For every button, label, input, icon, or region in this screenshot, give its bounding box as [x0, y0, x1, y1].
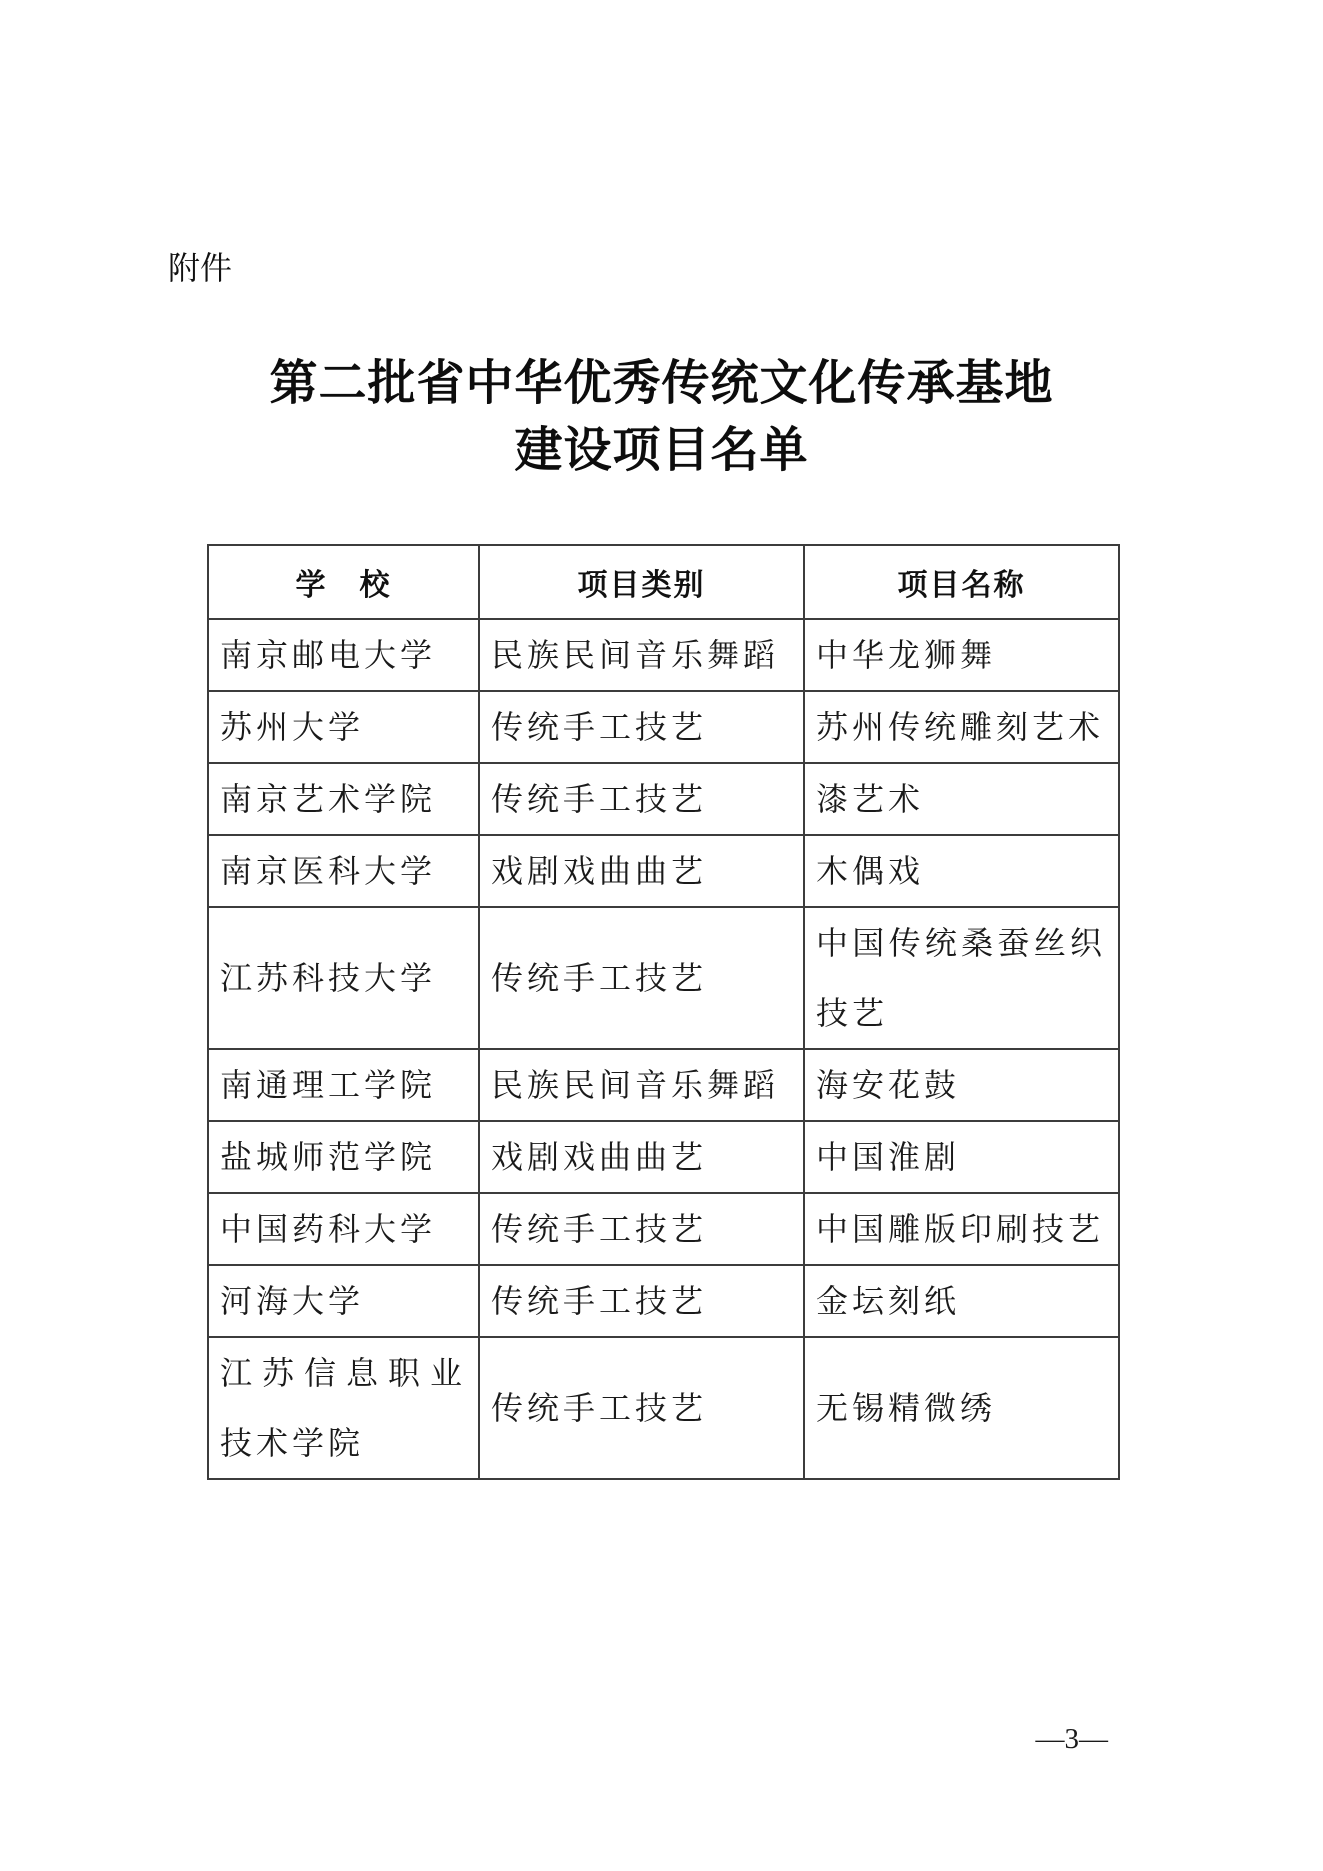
- cell-school: 苏州大学: [208, 691, 479, 763]
- document-title: [0, 350, 1323, 484]
- cell-project: 木偶戏: [804, 835, 1119, 907]
- cell-project: 海安花鼓: [804, 1049, 1119, 1121]
- table-row: [208, 1265, 1119, 1337]
- table-row: [208, 1193, 1119, 1265]
- cell-category: 传统手工技艺: [479, 1193, 804, 1265]
- cell-school: 中国药科大学: [208, 1193, 479, 1265]
- cell-project: 中国雕版印刷技艺: [804, 1193, 1119, 1265]
- cell-project: 无锡精微绣: [804, 1337, 1119, 1479]
- cell-school: 江苏信息职业技术学院: [208, 1337, 479, 1479]
- cell-category: 民族民间音乐舞蹈: [479, 1049, 804, 1121]
- table-header-row: [208, 545, 1119, 619]
- cell-school: 盐城师范学院: [208, 1121, 479, 1193]
- cell-project: 漆艺术: [804, 763, 1119, 835]
- cell-category: 传统手工技艺: [479, 1265, 804, 1337]
- cell-school: 河海大学: [208, 1265, 479, 1337]
- document-title-line2: 建设项目名单: [514, 424, 809, 477]
- cell-category: 传统手工技艺: [479, 763, 804, 835]
- table-row: [208, 1121, 1119, 1193]
- header-school: 学 校: [208, 545, 479, 619]
- cell-category: 戏剧戏曲曲艺: [479, 1121, 804, 1193]
- table-row: [208, 691, 1119, 763]
- cell-category: 传统手工技艺: [479, 907, 804, 1049]
- cell-category: 传统手工技艺: [479, 691, 804, 763]
- table-row: [208, 835, 1119, 907]
- cell-category: 民族民间音乐舞蹈: [479, 619, 804, 691]
- table-row: [208, 1337, 1119, 1479]
- cell-project: 苏州传统雕刻艺术: [804, 691, 1119, 763]
- table-row: [208, 1049, 1119, 1121]
- table-row: [208, 907, 1119, 1049]
- cell-school: 南京医科大学: [208, 835, 479, 907]
- page-number: —3—: [1035, 1723, 1108, 1755]
- document-title-line1: 第二批省中华优秀传统文化传承基地: [269, 357, 1054, 410]
- table-row: [208, 619, 1119, 691]
- cell-school: 南京艺术学院: [208, 763, 479, 835]
- table-row: [208, 763, 1119, 835]
- cell-school: 南京邮电大学: [208, 619, 479, 691]
- cell-school: 南通理工学院: [208, 1049, 479, 1121]
- cell-project: 中华龙狮舞: [804, 619, 1119, 691]
- cell-project: 金坛刻纸: [804, 1265, 1119, 1337]
- cell-school: 江苏科技大学: [208, 907, 479, 1049]
- attachment-label: 附件: [168, 250, 233, 286]
- cell-project: 中国传统桑蚕丝织技艺: [804, 907, 1119, 1049]
- projects-table: [207, 544, 1120, 1480]
- cell-project: 中国淮剧: [804, 1121, 1119, 1193]
- cell-category: 戏剧戏曲曲艺: [479, 835, 804, 907]
- header-category: 项目类别: [479, 545, 804, 619]
- cell-category: 传统手工技艺: [479, 1337, 804, 1479]
- header-project: 项目名称: [804, 545, 1119, 619]
